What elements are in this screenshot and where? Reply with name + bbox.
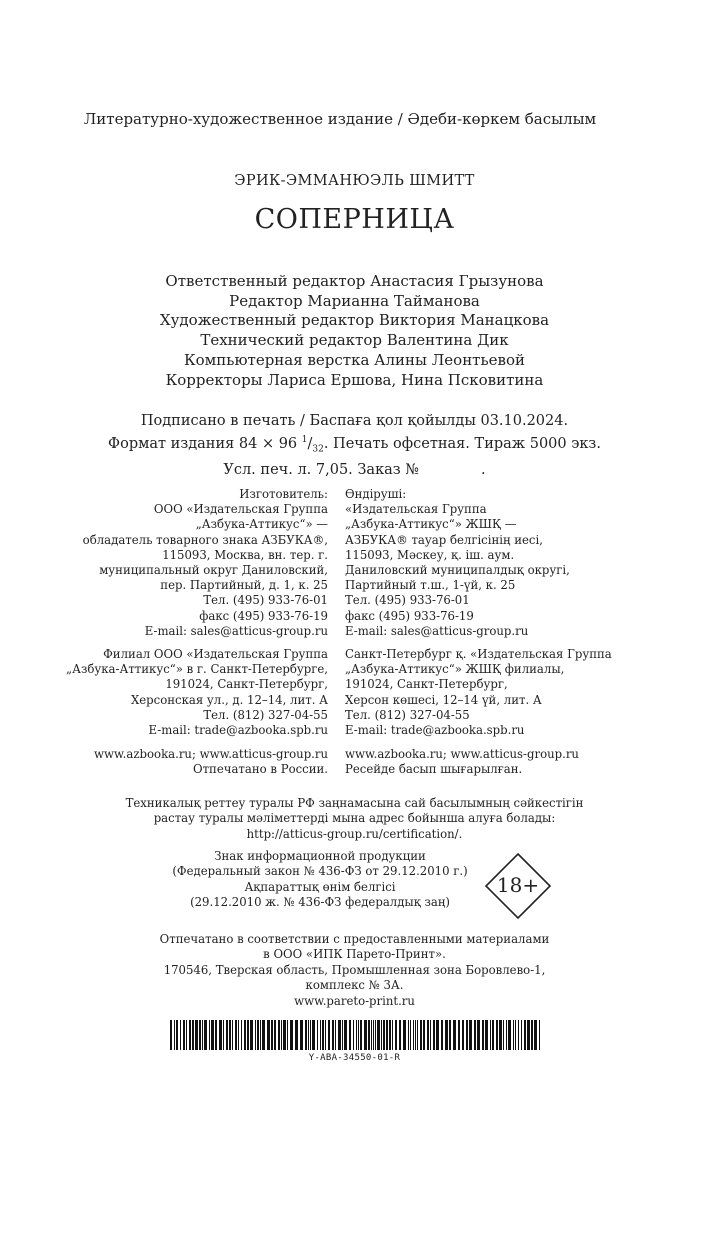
credit-line: Редактор Марианна Тайманова bbox=[229, 291, 480, 310]
printer-line: в ООО «ИПК Парето-Принт». bbox=[263, 947, 446, 962]
branch-ru-line: 191024, Санкт-Петербург, bbox=[165, 677, 328, 692]
tech-regulation bbox=[0, 796, 709, 842]
manufacturer-kz-line: Партийный т.ш., 1-үй, к. 25 bbox=[345, 578, 516, 593]
branch-ru bbox=[60, 647, 328, 738]
tech-regulation-line: http://atticus-group.ru/certification/. bbox=[246, 826, 463, 841]
tech-regulation-line: Техникалық реттеу туралы РФ заңнамасына сай басылымның сәйкестігін bbox=[125, 796, 584, 810]
credits-block bbox=[0, 272, 709, 390]
info-mark bbox=[150, 849, 490, 911]
format-denominator: 32 bbox=[312, 445, 324, 456]
barcode-label: Y-ABA-34550-01-R bbox=[308, 1053, 401, 1063]
manufacturer-kz-line: АЗБУКА® тауар белгісінің иесі, bbox=[345, 532, 543, 547]
manufacturer-ru-line: муниципальный округ Даниловский, bbox=[99, 563, 328, 578]
sheets-end: . bbox=[481, 461, 486, 478]
credit-line: Ответственный редактор Анастасия Грызунова bbox=[165, 272, 544, 290]
info-mark-line: Ақпараттық өнім белгісі bbox=[244, 879, 396, 894]
web-kz-line: www.azbooka.ru; www.atticus-group.ru bbox=[345, 747, 579, 761]
credit-line: Технический редактор Валентина Дик bbox=[200, 331, 509, 350]
manufacturer-ru-line: факс (495) 933-76-19 bbox=[199, 608, 328, 623]
branch-kz-line: Санкт-Петербург қ. «Издательская Группа bbox=[345, 647, 612, 661]
branch-kz-line: E-mail: trade@azbooka.spb.ru bbox=[345, 723, 525, 738]
format-rest: . Печать офсетная. Тираж 5000 экз. bbox=[323, 436, 601, 453]
branch-ru-line: „Азбука-Аттикус“» в г. Санкт-Петербурге, bbox=[66, 662, 328, 677]
web-kz bbox=[345, 747, 665, 777]
age-rating-badge bbox=[484, 852, 552, 920]
web-ru-line: Отпечатано в России. bbox=[192, 762, 328, 777]
sheets-text: Усл. печ. л. 7,05. Заказ № bbox=[223, 461, 420, 478]
branch-kz-line: Тел. (812) 327-04-55 bbox=[345, 707, 470, 722]
print-info bbox=[0, 412, 709, 480]
branch-kz-line: 191024, Санкт-Петербург, bbox=[345, 677, 508, 692]
sheets-line bbox=[0, 461, 709, 480]
manufacturer-kz-line: „Азбука-Аттикус“» ЖШҚ — bbox=[345, 517, 517, 532]
manufacturer-ru-line: Тел. (495) 933-76-01 bbox=[203, 593, 328, 608]
manufacturer-kz-line: Өндіруші: bbox=[345, 487, 407, 501]
info-mark-line: Знак информационной продукции bbox=[214, 849, 426, 863]
signed-to-print: Подписано в печать / Баспаға қол қойылды 03.10.2024. bbox=[140, 413, 569, 429]
printer-line: комплекс № 3А. bbox=[305, 978, 404, 993]
book-title: СОПЕРНИЦА bbox=[254, 204, 455, 235]
web-ru bbox=[60, 747, 328, 777]
manufacturer-kz-line: «Издательская Группа bbox=[345, 502, 487, 517]
credit-line: Корректоры Лариса Ершова, Нина Псковитина bbox=[165, 370, 544, 389]
format-numerator: 1 bbox=[301, 435, 308, 446]
manufacturer-kz-line: Тел. (495) 933-76-01 bbox=[345, 593, 470, 608]
branch-ru-line: Филиал ООО «Издательская Группа bbox=[103, 647, 328, 661]
branch-ru-line: Тел. (812) 327-04-55 bbox=[203, 707, 328, 722]
manufacturer-ru-line: E-mail: sales@atticus-group.ru bbox=[144, 623, 328, 638]
manufacturer-ru bbox=[60, 487, 328, 639]
tech-regulation-line: растау туралы мәліметтерді мына адрес бойынша алуға болады: bbox=[153, 811, 556, 826]
manufacturer-ru-line: ООО «Издательская Группа bbox=[153, 502, 328, 517]
format-text: Формат издания 84 × 96 bbox=[108, 436, 302, 453]
credit-line: Художественный редактор Виктория Манацкова bbox=[159, 311, 550, 330]
manufacturer-kz-line: Даниловский муниципалдық округі, bbox=[345, 563, 570, 578]
manufacturer-kz-line: факс (495) 933-76-19 bbox=[345, 608, 474, 623]
manufacturer-ru-line: пер. Партийный, д. 1, к. 25 bbox=[160, 578, 328, 593]
info-mark-line: (Федеральный закон № 436-ФЗ от 29.12.2010 г.) bbox=[172, 864, 468, 879]
web-ru-line: www.azbooka.ru; www.atticus-group.ru bbox=[94, 747, 328, 761]
info-mark-line: (29.12.2010 ж. № 436-ФЗ федералдық заң) bbox=[190, 895, 450, 910]
branch-kz-line: „Азбука-Аттикус“» ЖШҚ филиалы, bbox=[345, 662, 565, 677]
author-name: ЭРИК-ЭММАНЮЭЛЬ ШМИТТ bbox=[234, 173, 475, 189]
manufacturer-ru-line: 115093, Москва, вн. тер. г. bbox=[162, 547, 328, 562]
manufacturer-kz-line: E-mail: sales@atticus-group.ru bbox=[345, 623, 529, 638]
credit-line: Компьютерная верстка Алины Леонтьевой bbox=[183, 350, 525, 369]
format-line: Формат издания 84 × 96 $^1/_{32}$. Печать офсетная. Тираж 5000 экз. bbox=[108, 435, 601, 456]
manufacturer-kz-line: 115093, Мәскеу, қ. іш. аум. bbox=[345, 547, 515, 562]
web-kz-line: Ресейде басып шығарылған. bbox=[345, 762, 523, 777]
printer-info bbox=[0, 932, 709, 1009]
printer-line: Отпечатано в соответствии с предоставленными материалами bbox=[159, 932, 550, 946]
manufacturer-ru-line: „Азбука-Аттикус“» — bbox=[195, 517, 328, 532]
branch-kz bbox=[345, 647, 665, 738]
manufacturer-ru-line: обладатель товарного знака АЗБУКА®, bbox=[82, 532, 328, 547]
branch-ru-line: Херсонская ул., д. 12–14, лит. А bbox=[130, 692, 328, 707]
branch-kz-line: Херсон көшесі, 12–14 үй, лит. А bbox=[345, 692, 542, 707]
manufacturer-ru-line: Изготовитель: bbox=[239, 487, 328, 501]
age-rating: 18+ bbox=[496, 873, 540, 897]
barcode bbox=[170, 1020, 542, 1050]
edition-type: Литературно-художественное издание / Әдеби-көркем басылым bbox=[83, 110, 597, 128]
printer-line: 170546, Тверская область, Промышленная зона Боровлево-1, bbox=[163, 962, 546, 977]
manufacturer-kz bbox=[345, 487, 665, 639]
branch-ru-line: E-mail: trade@azbooka.spb.ru bbox=[148, 723, 328, 738]
printer-line: www.pareto-print.ru bbox=[294, 993, 415, 1008]
